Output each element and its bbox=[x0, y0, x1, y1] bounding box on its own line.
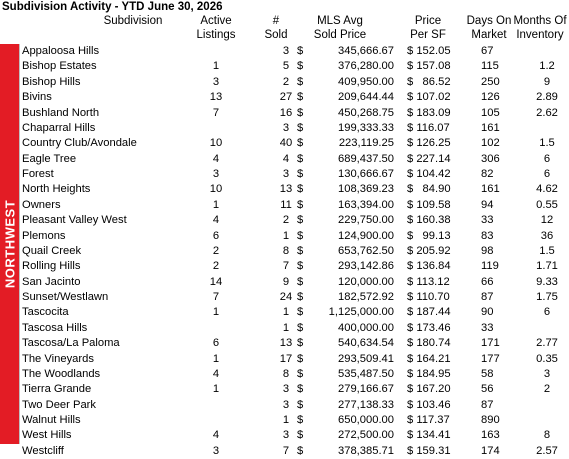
avg-sold-price-cell: 400,000.00 bbox=[338, 321, 394, 334]
sold-count-cell: 3 bbox=[282, 398, 290, 411]
active-listings-cell: 1 bbox=[212, 383, 220, 396]
months-inventory-cell: 0.55 bbox=[536, 198, 558, 211]
avg-sold-price-cell: 124,900.00 bbox=[338, 229, 394, 242]
header-ppsf-line1: Price bbox=[414, 15, 442, 27]
price-per-sf-cell: $ 159.31 bbox=[407, 444, 451, 457]
days-on-market-cell: 161 bbox=[481, 183, 500, 196]
header-sold-line1: # bbox=[272, 15, 280, 27]
table-row bbox=[19, 444, 569, 459]
sold-count-cell: 13 bbox=[279, 183, 293, 196]
header-price-per-sf bbox=[400, 14, 456, 44]
price-per-sf-cell: $ 104.42 bbox=[407, 168, 451, 180]
active-listings-cell: 13 bbox=[209, 91, 223, 104]
months-inventory-cell: 2 bbox=[543, 383, 551, 396]
months-inventory-cell: 0.35 bbox=[536, 352, 558, 365]
days-on-market-cell: 82 bbox=[481, 168, 494, 180]
days-on-market-cell: 119 bbox=[481, 260, 499, 273]
table-row bbox=[19, 321, 569, 336]
subdivision-name-cell: Two Deer Park bbox=[22, 398, 96, 411]
active-listings-cell: 3 bbox=[212, 75, 220, 88]
region-label: NORTHWEST bbox=[2, 199, 17, 289]
price-per-sf-cell: $ 110.70 bbox=[407, 291, 450, 303]
price-per-sf-cell: $ 205.92 bbox=[407, 244, 451, 257]
table-row bbox=[19, 352, 569, 367]
sold-count-cell: 3 bbox=[282, 45, 290, 57]
price-per-sf-cell: $ 164.21 bbox=[407, 352, 451, 365]
subdivision-name-cell: Forest bbox=[22, 168, 54, 180]
avg-sold-price-cell: 229,750.00 bbox=[338, 214, 394, 227]
table-row bbox=[19, 275, 569, 290]
currency-symbol-cell: $ bbox=[297, 367, 304, 380]
subdivision-name-cell: Tascosa Hills bbox=[22, 321, 88, 334]
sold-count-cell: 5 bbox=[282, 60, 290, 73]
table-row bbox=[19, 259, 569, 274]
months-inventory-cell: 36 bbox=[540, 229, 554, 242]
days-on-market-cell: 67 bbox=[481, 45, 494, 57]
price-per-sf-cell: $ 183.09 bbox=[407, 106, 451, 119]
report-title: Subdivision Activity - YTD June 30, 2026 bbox=[2, 1, 223, 13]
price-per-sf-cell: $ 227.14 bbox=[407, 152, 451, 165]
days-on-market-cell: 115 bbox=[481, 60, 499, 73]
subdivision-name-cell: San Jacinto bbox=[22, 275, 81, 288]
currency-symbol-cell: $ bbox=[297, 198, 304, 211]
active-listings-cell: 1 bbox=[212, 60, 220, 73]
price-per-sf-cell: $ 184.95 bbox=[407, 367, 451, 380]
currency-symbol-cell: $ bbox=[297, 152, 304, 165]
header-subdivision-line1: Subdivision bbox=[103, 15, 163, 27]
currency-symbol-cell: $ bbox=[297, 398, 304, 411]
table-row bbox=[19, 121, 569, 136]
currency-symbol-cell: $ bbox=[297, 244, 304, 257]
subdivision-name-cell: West Hills bbox=[22, 429, 72, 442]
avg-sold-price-cell: 272,500.00 bbox=[338, 429, 394, 442]
sold-count-cell: 11 bbox=[280, 198, 292, 211]
months-inventory-cell: 6 bbox=[543, 306, 551, 319]
currency-symbol-cell: $ bbox=[297, 168, 304, 180]
price-per-sf-cell: $ 86.52 bbox=[407, 75, 451, 88]
subdivision-name-cell: Bishop Estates bbox=[22, 60, 97, 73]
subdivision-name-cell: Quail Creek bbox=[22, 244, 82, 257]
days-on-market-cell: 890 bbox=[481, 414, 500, 426]
price-per-sf-cell: $ 136.84 bbox=[407, 260, 451, 273]
header-sold bbox=[262, 14, 290, 44]
table-row bbox=[19, 198, 569, 213]
currency-symbol-cell: $ bbox=[297, 260, 304, 273]
price-per-sf-cell: $ 180.74 bbox=[407, 337, 451, 350]
avg-sold-price-cell: 535,487.50 bbox=[338, 367, 394, 380]
avg-sold-price-cell: 209,644.44 bbox=[338, 91, 394, 104]
subdivision-name-cell: Westcliff bbox=[22, 444, 64, 457]
months-inventory-cell: 1.71 bbox=[536, 260, 558, 273]
price-per-sf-cell: $ 126.25 bbox=[407, 137, 451, 150]
months-inventory-cell: 1.2 bbox=[539, 60, 555, 73]
active-listings-cell: 4 bbox=[212, 214, 220, 227]
currency-symbol-cell: $ bbox=[297, 106, 304, 119]
currency-symbol-cell: $ bbox=[297, 121, 304, 134]
sold-count-cell: 7 bbox=[282, 260, 290, 273]
subdivision-name-cell: Pleasant Valley West bbox=[22, 214, 127, 227]
months-inventory-cell: 2.89 bbox=[536, 91, 558, 104]
currency-symbol-cell: $ bbox=[297, 337, 304, 350]
subdivision-name-cell: Plemons bbox=[22, 229, 66, 242]
months-inventory-cell: 9 bbox=[543, 75, 551, 88]
sold-count-cell: 2 bbox=[282, 214, 290, 227]
days-on-market-cell: 102 bbox=[481, 137, 500, 150]
active-listings-cell: 3 bbox=[212, 168, 220, 180]
table-row bbox=[19, 398, 569, 413]
sold-count-cell: 17 bbox=[279, 352, 293, 365]
price-per-sf-cell: $ 113.12 bbox=[407, 275, 450, 288]
days-on-market-cell: 126 bbox=[481, 91, 500, 104]
active-listings-cell: 4 bbox=[212, 152, 220, 165]
currency-symbol-cell: $ bbox=[297, 306, 304, 319]
header-subdivision bbox=[78, 14, 188, 44]
table-row bbox=[19, 136, 569, 151]
price-per-sf-cell: $ 109.58 bbox=[407, 198, 451, 211]
months-inventory-cell: 8 bbox=[543, 429, 551, 442]
months-inventory-cell: 3 bbox=[543, 367, 551, 380]
days-on-market-cell: 58 bbox=[481, 367, 494, 380]
currency-symbol-cell: $ bbox=[297, 214, 304, 227]
months-inventory-cell: 2.77 bbox=[536, 337, 558, 350]
region-sidebar bbox=[0, 44, 19, 444]
days-on-market-cell: 105 bbox=[481, 106, 500, 119]
currency-symbol-cell: $ bbox=[297, 275, 304, 288]
subdivision-name-cell: Rolling Hills bbox=[22, 260, 81, 273]
avg-sold-price-cell: 376,280.00 bbox=[338, 60, 394, 73]
subdivision-name-cell: North Heights bbox=[22, 183, 91, 196]
sold-count-cell: 27 bbox=[279, 91, 293, 104]
currency-symbol-cell: $ bbox=[297, 75, 304, 88]
table-row bbox=[19, 44, 569, 59]
header-days-on-market bbox=[464, 14, 514, 44]
months-inventory-cell: 1.75 bbox=[536, 291, 558, 303]
active-listings-cell: 1 bbox=[212, 352, 220, 365]
months-inventory-cell: 9.33 bbox=[536, 275, 558, 288]
subdivision-name-cell: Tierra Grande bbox=[22, 383, 92, 396]
days-on-market-cell: 171 bbox=[481, 337, 500, 350]
months-inventory-cell: 2.57 bbox=[536, 444, 558, 457]
avg-sold-price-cell: 345,666.67 bbox=[338, 45, 394, 57]
table-row bbox=[19, 59, 569, 74]
active-listings-cell: 7 bbox=[212, 106, 220, 119]
subdivision-name-cell: Country Club/Avondale bbox=[22, 137, 137, 150]
sold-count-cell: 3 bbox=[282, 383, 290, 396]
currency-symbol-cell: $ bbox=[297, 352, 304, 365]
currency-symbol-cell: $ bbox=[297, 183, 304, 196]
currency-symbol-cell: $ bbox=[297, 291, 304, 303]
subdivision-name-cell: Eagle Tree bbox=[22, 152, 77, 165]
table-row bbox=[19, 413, 569, 428]
active-listings-cell: 2 bbox=[212, 260, 220, 273]
active-listings-cell: 10 bbox=[209, 137, 223, 150]
avg-sold-price-cell: 650,000.00 bbox=[338, 414, 394, 426]
sold-count-cell: 2 bbox=[282, 75, 290, 88]
days-on-market-cell: 94 bbox=[481, 198, 494, 211]
price-per-sf-cell: $ 103.46 bbox=[407, 398, 451, 411]
avg-sold-price-cell: 409,950.00 bbox=[338, 75, 394, 88]
months-inventory-cell: 4.62 bbox=[536, 183, 558, 196]
table-row bbox=[19, 213, 569, 228]
sold-count-cell: 40 bbox=[279, 137, 293, 150]
header-months-inventory bbox=[511, 14, 569, 44]
currency-symbol-cell: $ bbox=[297, 321, 304, 334]
price-per-sf-cell: $ 116.07 bbox=[407, 121, 450, 134]
sold-count-cell: 7 bbox=[282, 444, 290, 457]
sold-count-cell: 1 bbox=[282, 229, 290, 242]
subdivision-name-cell: Tascocita bbox=[22, 306, 69, 319]
sold-count-cell: 8 bbox=[282, 244, 290, 257]
months-inventory-cell: 6 bbox=[543, 168, 551, 180]
header-sold-line2: Sold bbox=[264, 29, 288, 41]
price-per-sf-cell: $ 157.08 bbox=[407, 60, 451, 73]
days-on-market-cell: 83 bbox=[481, 229, 494, 242]
avg-sold-price-cell: 1,125,000.00 bbox=[328, 306, 394, 319]
table-row bbox=[19, 382, 569, 397]
currency-symbol-cell: $ bbox=[297, 45, 304, 57]
table-row bbox=[19, 244, 569, 259]
subdivision-name-cell: Chaparral Hills bbox=[22, 121, 96, 134]
days-on-market-cell: 306 bbox=[481, 152, 500, 165]
days-on-market-cell: 177 bbox=[481, 352, 500, 365]
active-listings-cell: 3 bbox=[212, 444, 220, 457]
avg-sold-price-cell: 689,437.50 bbox=[338, 152, 394, 165]
table-row bbox=[19, 229, 569, 244]
avg-sold-price-cell: 108,369.23 bbox=[338, 183, 394, 196]
table-row bbox=[19, 75, 569, 90]
price-per-sf-cell: $ 117.37 bbox=[407, 414, 450, 426]
price-per-sf-cell: $ 152.05 bbox=[407, 45, 451, 57]
days-on-market-cell: 250 bbox=[481, 75, 500, 88]
sold-count-cell: 1 bbox=[282, 306, 290, 319]
header-avg-price-line2: Sold Price bbox=[313, 29, 367, 41]
sold-count-cell: 9 bbox=[282, 275, 290, 288]
avg-sold-price-cell: 653,762.50 bbox=[338, 244, 394, 257]
table-row bbox=[19, 336, 569, 351]
active-listings-cell: 6 bbox=[212, 229, 220, 242]
price-per-sf-cell: $ 167.20 bbox=[407, 383, 451, 396]
avg-sold-price-cell: 540,634.54 bbox=[338, 337, 394, 350]
months-inventory-cell: 2.62 bbox=[536, 106, 558, 119]
sold-count-cell: 1 bbox=[282, 414, 290, 426]
currency-symbol-cell: $ bbox=[297, 137, 304, 150]
avg-sold-price-cell: 130,666.67 bbox=[338, 168, 394, 180]
days-on-market-cell: 163 bbox=[481, 429, 500, 442]
active-listings-cell: 4 bbox=[212, 367, 220, 380]
days-on-market-cell: 98 bbox=[481, 244, 494, 257]
sold-count-cell: 3 bbox=[282, 168, 290, 180]
table-row bbox=[19, 367, 569, 382]
months-inventory-cell: 1.5 bbox=[539, 244, 555, 257]
sold-count-cell: 1 bbox=[282, 321, 290, 334]
months-inventory-cell: 6 bbox=[543, 152, 551, 165]
avg-sold-price-cell: 163,394.00 bbox=[338, 198, 394, 211]
avg-sold-price-cell: 450,268.75 bbox=[338, 106, 394, 119]
days-on-market-cell: 56 bbox=[481, 383, 494, 396]
price-per-sf-cell: $ 134.41 bbox=[407, 429, 451, 442]
header-moi-line1: Months Of bbox=[513, 15, 567, 27]
header-ppsf-line2: Per SF bbox=[410, 29, 446, 41]
sold-count-cell: 8 bbox=[282, 367, 290, 380]
sold-count-cell: 16 bbox=[279, 106, 293, 119]
table-row bbox=[19, 305, 569, 320]
currency-symbol-cell: $ bbox=[297, 444, 304, 457]
active-listings-cell: 2 bbox=[212, 244, 220, 257]
subdivision-name-cell: Sunset/Westlawn bbox=[22, 291, 109, 303]
currency-symbol-cell: $ bbox=[297, 429, 304, 442]
subdivision-name-cell: Walnut Hills bbox=[22, 414, 81, 426]
avg-sold-price-cell: 199,333.33 bbox=[338, 121, 394, 134]
subdivision-table bbox=[19, 44, 569, 459]
avg-sold-price-cell: 277,138.33 bbox=[338, 398, 394, 411]
active-listings-cell: 6 bbox=[212, 337, 220, 350]
price-per-sf-cell: $ 160.38 bbox=[407, 214, 451, 227]
active-listings-cell: 14 bbox=[209, 275, 223, 288]
days-on-market-cell: 87 bbox=[481, 291, 494, 303]
price-per-sf-cell: $ 107.02 bbox=[407, 91, 451, 104]
price-per-sf-cell: $ 99.13 bbox=[407, 229, 451, 242]
days-on-market-cell: 33 bbox=[481, 214, 494, 227]
table-row bbox=[19, 90, 569, 105]
avg-sold-price-cell: 378,385.71 bbox=[338, 444, 394, 457]
table-row bbox=[19, 428, 569, 443]
header-active-line2: Listings bbox=[196, 29, 236, 41]
currency-symbol-cell: $ bbox=[297, 383, 304, 396]
header-days-line1: Days On bbox=[466, 15, 512, 27]
avg-sold-price-cell: 279,166.67 bbox=[338, 383, 394, 396]
header-moi-line2: Inventory bbox=[516, 29, 564, 41]
subdivision-name-cell: Tascosa/La Paloma bbox=[22, 337, 120, 350]
sold-count-cell: 4 bbox=[282, 152, 290, 165]
subdivision-name-cell: The Woodlands bbox=[22, 367, 101, 380]
avg-sold-price-cell: 120,000.00 bbox=[338, 275, 394, 288]
currency-symbol-cell: $ bbox=[297, 229, 304, 242]
avg-sold-price-cell: 223,119.25 bbox=[338, 137, 394, 150]
active-listings-cell: 1 bbox=[212, 198, 220, 211]
table-row bbox=[19, 152, 569, 167]
subdivision-name-cell: Owners bbox=[22, 198, 61, 211]
days-on-market-cell: 66 bbox=[481, 275, 494, 288]
sold-count-cell: 13 bbox=[279, 337, 293, 350]
currency-symbol-cell: $ bbox=[297, 60, 304, 73]
months-inventory-cell: 1.5 bbox=[539, 137, 555, 150]
table-row bbox=[19, 167, 569, 182]
days-on-market-cell: 33 bbox=[481, 321, 494, 334]
days-on-market-cell: 174 bbox=[481, 444, 500, 457]
subdivision-name-cell: Appaloosa Hills bbox=[22, 45, 100, 57]
table-row bbox=[19, 290, 569, 305]
header-active-listings bbox=[181, 14, 251, 44]
price-per-sf-cell: $ 173.46 bbox=[407, 321, 451, 334]
price-per-sf-cell: $ 187.44 bbox=[407, 306, 451, 319]
avg-sold-price-cell: 182,572.92 bbox=[338, 291, 394, 303]
table-row bbox=[19, 106, 569, 121]
days-on-market-cell: 90 bbox=[481, 306, 494, 319]
months-inventory-cell: 12 bbox=[540, 214, 554, 227]
days-on-market-cell: 87 bbox=[481, 398, 494, 411]
active-listings-cell: 4 bbox=[212, 429, 220, 442]
header-days-line2: Market bbox=[471, 29, 507, 41]
avg-sold-price-cell: 293,509.41 bbox=[338, 352, 394, 365]
subdivision-name-cell: Bushland North bbox=[22, 106, 100, 119]
currency-symbol-cell: $ bbox=[297, 91, 304, 104]
currency-symbol-cell: $ bbox=[297, 414, 304, 426]
header-active-line1: Active bbox=[200, 15, 232, 27]
header-avg-price bbox=[300, 14, 380, 44]
table-row bbox=[19, 182, 569, 197]
avg-sold-price-cell: 293,142.86 bbox=[338, 260, 394, 273]
sold-count-cell: 24 bbox=[279, 291, 293, 303]
header-avg-price-line1: MLS Avg bbox=[317, 15, 363, 27]
subdivision-name-cell: Bishop Hills bbox=[22, 75, 81, 88]
active-listings-cell: 1 bbox=[212, 306, 220, 319]
active-listings-cell: 10 bbox=[209, 183, 223, 196]
subdivision-name-cell: Bivins bbox=[22, 91, 52, 104]
price-per-sf-cell: $ 84.90 bbox=[407, 183, 451, 196]
sold-count-cell: 3 bbox=[282, 429, 290, 442]
subdivision-name-cell: The Vineyards bbox=[22, 352, 94, 365]
active-listings-cell: 7 bbox=[212, 291, 220, 303]
sold-count-cell: 3 bbox=[282, 121, 290, 134]
days-on-market-cell: 161 bbox=[481, 121, 500, 134]
